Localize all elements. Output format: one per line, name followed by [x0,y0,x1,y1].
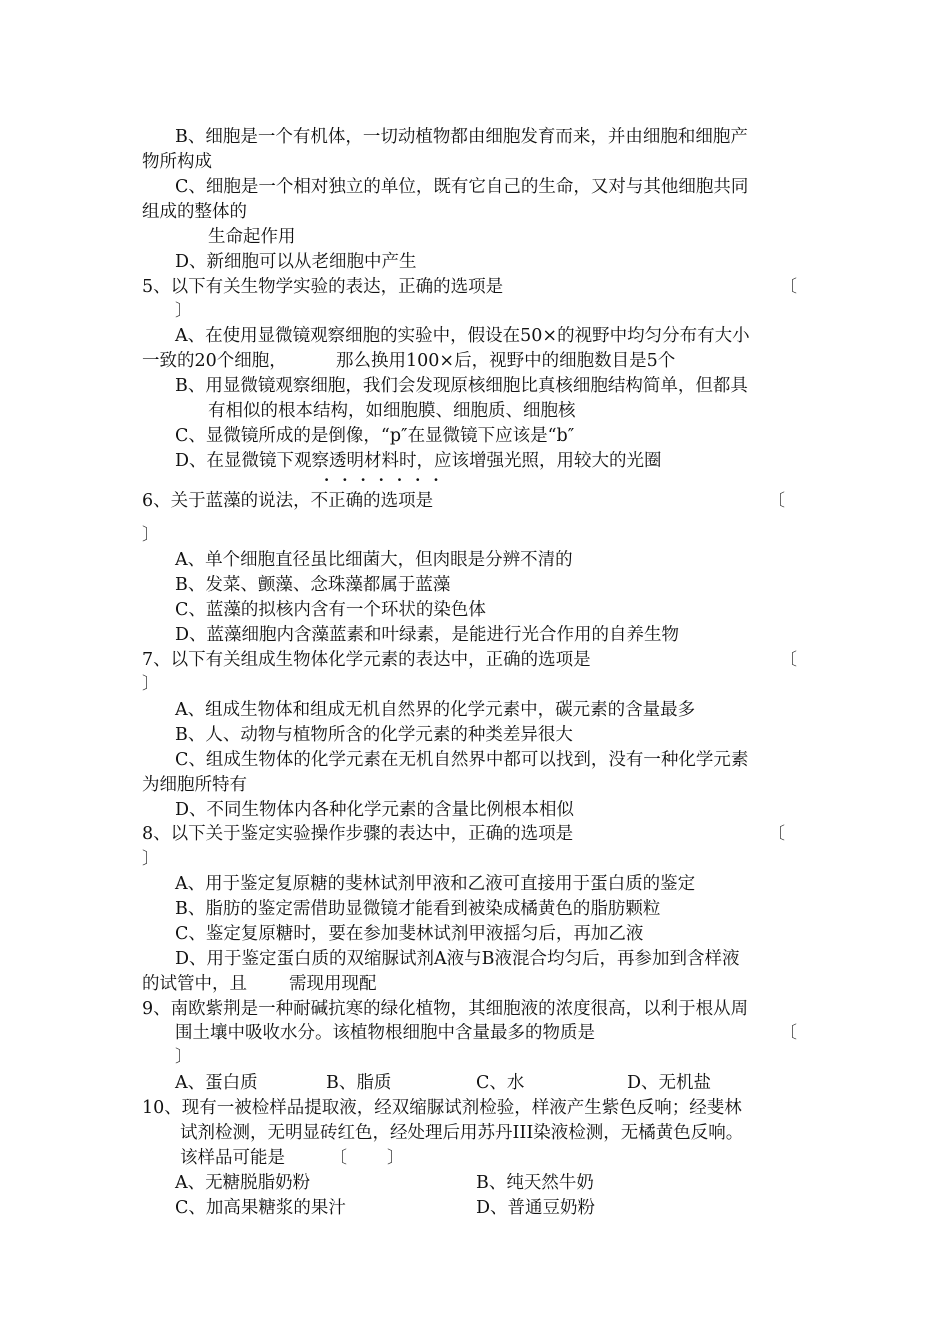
q9-option-d: D、无机盐 [627,1073,712,1093]
q9-option-a: A、蛋白质 [175,1073,258,1093]
q9-option-c: C、水 [476,1073,525,1093]
q8-close-bracket: 〕 [142,849,159,869]
q7-option-b: B、人、动物与植物所含的化学元素的种类差异很大 [175,725,573,745]
q6-option-c: C、蓝藻的拟核内含有一个环状的染色体 [175,600,486,620]
q8-option-d-line3: 需现用现配 [289,974,377,994]
q4-option-c-line2: 组成的整体的 [142,202,247,222]
q8-option-c: C、鉴定复原糖时，要在参加斐林试剂甲液摇匀后，再加乙液 [175,924,644,944]
q5-option-c: C、显微镜所成的是倒像，“p″在显微镜下应该是“b″ [175,426,575,446]
q8-option-d-line2: 的试管中，且 [142,974,247,994]
q7-option-a: A、组成生物体和组成无机自然界的化学元素中，碳元素的含量最多 [175,700,696,720]
q10-stem-line2: 试剂检测，无明显砖红色，经处理后用苏丹III染液检测，无橘黄色反响。 [180,1123,744,1143]
q7-stem: 7、以下有关组成生物体化学元素的表达中，正确的选项是 [142,650,591,670]
q9-open-bracket: 〔 [780,1023,797,1043]
q5-option-a-line1: A、在使用显微镜观察细胞的实验中，假设在50×的视野中均匀分布有大小 [175,326,750,346]
q7-option-c-line1: C、组成生物体的化学元素在无机自然界中都可以找到，没有一种化学元素 [175,750,749,770]
q10-answer-bracket: 〔 〕 [330,1148,406,1168]
q8-stem: 8、以下关于鉴定实验操作步骤的表达中，正确的选项是 [142,824,574,844]
q6-close-bracket: 〕 [142,525,159,545]
q8-option-b: B、脂肪的鉴定需借助显微镜才能看到被染成橘黄色的脂肪颗粒 [175,899,661,919]
q10-option-d: D、普通豆奶粉 [476,1198,596,1218]
q10-stem-line1: 10、现有一被检样品提取液，经双缩脲试剂检验，样液产生紫色反响；经斐林 [142,1098,742,1118]
q5-option-b-line2: 有相似的根本结构，如细胞膜、细胞质、细胞核 [208,401,576,421]
q5-option-b-line1: B、用显微镜观察细胞，我们会发现原核细胞比真核细胞结构简单，但都具 [175,376,748,396]
q9-stem-line1: 9、南欧紫荆是一种耐碱抗寒的绿化植物，其细胞液的浓度很高，以利于根从周 [142,999,749,1019]
q7-option-c-line2: 为细胞所特有 [142,775,247,795]
q8-option-d-line1: D、用于鉴定蛋白质的双缩脲试剂A液与B液混合均匀后，再参加到含样液 [175,949,740,969]
q6-stem: 6、关于蓝藻的说法，不正确的选项是 [142,491,434,511]
q5-option-d: D、在显微镜下观察透明材料时，应该增强光照，用较大的光圈 [175,451,662,471]
q5-option-a-line3: 那么换用100×后，视野中的细胞数目是5个 [336,351,676,371]
q9-close-bracket: 〕 [175,1047,192,1067]
q5-option-a-line2: 一致的20个细胞， [142,351,287,371]
q9-option-b: B、脂质 [326,1073,392,1093]
q4-option-b-line2: 物所构成 [142,152,212,172]
q7-option-d: D、不同生物体内各种化学元素的含量比例根本相似 [175,800,575,820]
q10-option-c: C、加高果糖浆的果汁 [175,1198,346,1218]
q6-open-bracket: 〔 [768,491,785,511]
q6-option-a: A、单个细胞直径虽比细菌大，但肉眼是分辨不清的 [175,550,573,570]
q4-option-b-line1: B、细胞是一个有机体，一切动植物都由细胞发育而来，并由细胞和细胞产 [175,127,748,147]
q7-close-bracket: 〕 [142,674,159,694]
q4-option-c-line1: C、细胞是一个相对独立的单位，既有它自己的生命，又对与其他细胞共同 [175,177,749,197]
q6-option-d: D、蓝藻细胞内含藻蓝素和叶绿素，是能进行光合作用的自养生物 [175,625,680,645]
q5-open-bracket: 〔 [780,277,797,297]
q8-option-a: A、用于鉴定复原糖的斐林试剂甲液和乙液可直接用于蛋白质的鉴定 [175,874,696,894]
q4-option-d: D、新细胞可以从老细胞中产生 [175,252,417,272]
q10-stem-line3: 该样品可能是 [180,1148,285,1168]
q10-option-a: A、无糖脱脂奶粉 [175,1173,311,1193]
q7-open-bracket: 〔 [780,650,797,670]
q9-stem-line2: 围土壤中吸收水分。该植物根细胞中含量最多的物质是 [175,1023,595,1043]
emphasis-dots: ······· [324,471,452,489]
q6-option-b: B、发菜、颤藻、念珠藻都属于蓝藻 [175,575,451,595]
q10-option-b: B、纯天然牛奶 [476,1173,594,1193]
q8-open-bracket: 〔 [768,824,785,844]
q5-stem: 5、以下有关生物学实验的表达，正确的选项是 [142,277,504,297]
q5-close-bracket: 〕 [175,301,192,321]
q4-option-c-line3: 生命起作用 [208,227,296,247]
